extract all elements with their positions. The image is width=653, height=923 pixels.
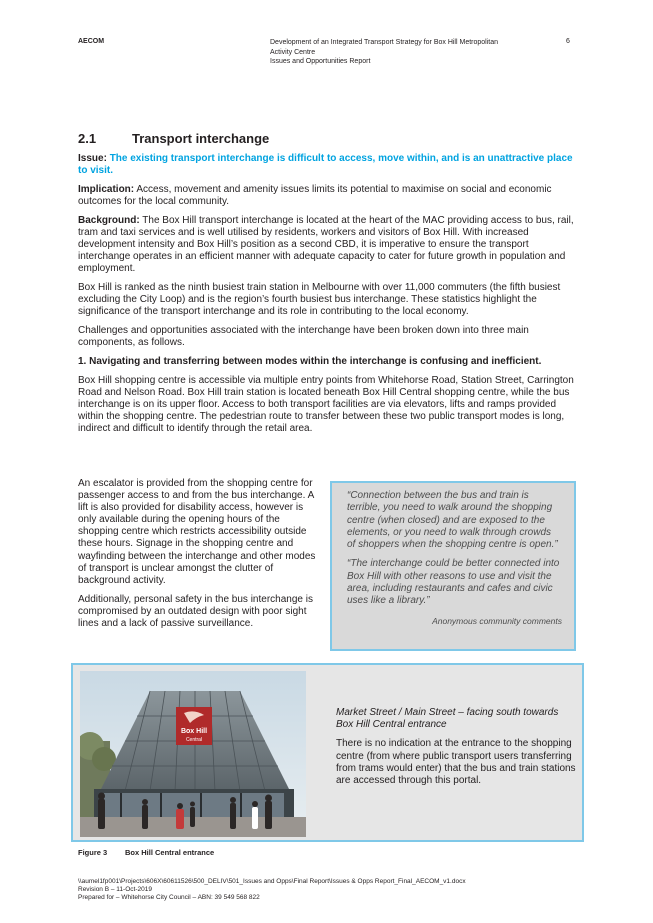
page-number: 6 [566,38,570,45]
page-footer [78,878,466,902]
photo-caption [336,707,576,787]
subheading-navigating: 1. Navigating and transferring between modes within the interchange is confusing and inefficient. [78,356,542,367]
implication-label: Implication: [78,184,135,195]
entrance-photo-illustration [80,671,306,837]
doc-title-line-1: Development of an Integrated Transport Strategy for Box Hill Metropolitan [270,39,499,46]
figure-number: Figure 3 [78,848,108,857]
community-quotes-box [330,481,576,651]
box-hill-central-photo [80,671,306,837]
doc-title-line-3: Issues and Opportunities Report [270,58,371,65]
photo-caption-text: There is no indication at the entrance to the shopping centre (from where public transport users transferring from trams would enter) that the bus and train stations are accessed through this portal. [336,738,576,787]
challenges-paragraph: Challenges and opportunities associated with the interchange have been broken down into three main components, as follows. [78,325,529,348]
company-name: AECOM [78,38,105,45]
implication-paragraph [78,184,576,208]
sign-text-box-hill: Box Hill [180,728,208,735]
sign-text-central: Central [185,737,203,743]
photo-caption-title: Market Street / Main Street – facing south towards Box Hill Central entrance [336,707,559,731]
ranking-paragraph: Box Hill is ranked as the ninth busiest train station in Melbourne with over 11,000 commuters (the fifth busiest excluding the City Loop) and is the region’s fourth busiest bus interchange. These statistics highlight the significance of the transport interchange and its role in contributing to the local economy. [78,282,561,317]
quote-2: “The interchange could be better connected into Box Hill with other reasons to use and visit the area, including restaurants and cafes and civic uses like a library.” [347,558,560,607]
issue-text: The existing transport interchange is difficult to access, move within, and is an unattractive place to visit. [78,153,573,176]
background-label: Background: [78,215,140,226]
issue-label: Issue: [78,153,107,164]
quote-1: “Connection between the bus and train is terrible, you need to walk around the shopping centre (when closed) and are exposed to the elements, or you need to walk through crowds of shoppers when the shopping centre is open.” [347,490,558,551]
document-title [270,38,540,67]
figure-label [78,848,214,857]
shopping-paragraph: Box Hill shopping centre is accessible via multiple entry points from Whitehorse Road, Station Street, Carrington Road and Nelson Road. Box Hill train station is located beneath Box Hill Central shopping centre, while the bus interchange is on its upper floor. Access to both transport facilities are via elevators, lifts and ramps provided within the shopping centre. The pedestrian route to transfer between these two public transport modes is long, indirect and difficult to identify through the retail area. [78,375,574,434]
photo-panel [71,663,584,842]
safety-paragraph: Additionally, personal safety in the bus interchange is compromised by an outdated design with poor sight lines and a lack of passive surveillance. [78,593,313,630]
main-content [78,153,576,442]
section-title: Transport interchange [132,131,270,146]
figure-title: Box Hill Central entrance [125,848,215,857]
left-column [78,478,320,637]
section-heading [78,131,269,146]
quote-attribution: Anonymous community comments [432,615,562,626]
section-number: 2.1 [78,131,97,146]
issue-paragraph [78,153,576,177]
footer-prepared-for: Prepared for – Whitehorse City Council – ABN: 39 549 568 822 [78,894,260,901]
background-paragraph [78,215,576,275]
implication-text: Access, movement and amenity issues limits its potential to maximise on social and economic outcomes for the local community. [78,184,552,207]
escalator-paragraph: An escalator is provided from the shopping centre for passenger access to and from the bus interchange. A lift is also provided for disability access, however is only available during the opening hours of the shopping centre which restricts accessibility outside these hours. Signage in the shopping centre and wayfinding between the interchange and other modes of transport is unclear amongst the clutter of background activity. [78,478,316,586]
footer-file-path: \\aumel1fp001\Projects\606X\60611526\500_DELIV\501_Issues and Opps\Final Report\Issues & Opps Report_Final_AECOM_v1.docx [78,878,466,885]
footer-revision: Revision B – 11-Oct-2019 [78,886,152,893]
doc-title-line-2: Activity Centre [270,48,316,56]
background-text: The Box Hill transport interchange is located at the heart of the MAC providing access to bus, rail, tram and taxi services and is well utilised by residents, workers and visitors of Box Hill. With increased development intensity and Box Hill’s position as a second CBD, it is imperative to ensure the transport interchange operates in an efficient manner with adequate capacity to cater for future growth in population and employment. [78,215,574,274]
